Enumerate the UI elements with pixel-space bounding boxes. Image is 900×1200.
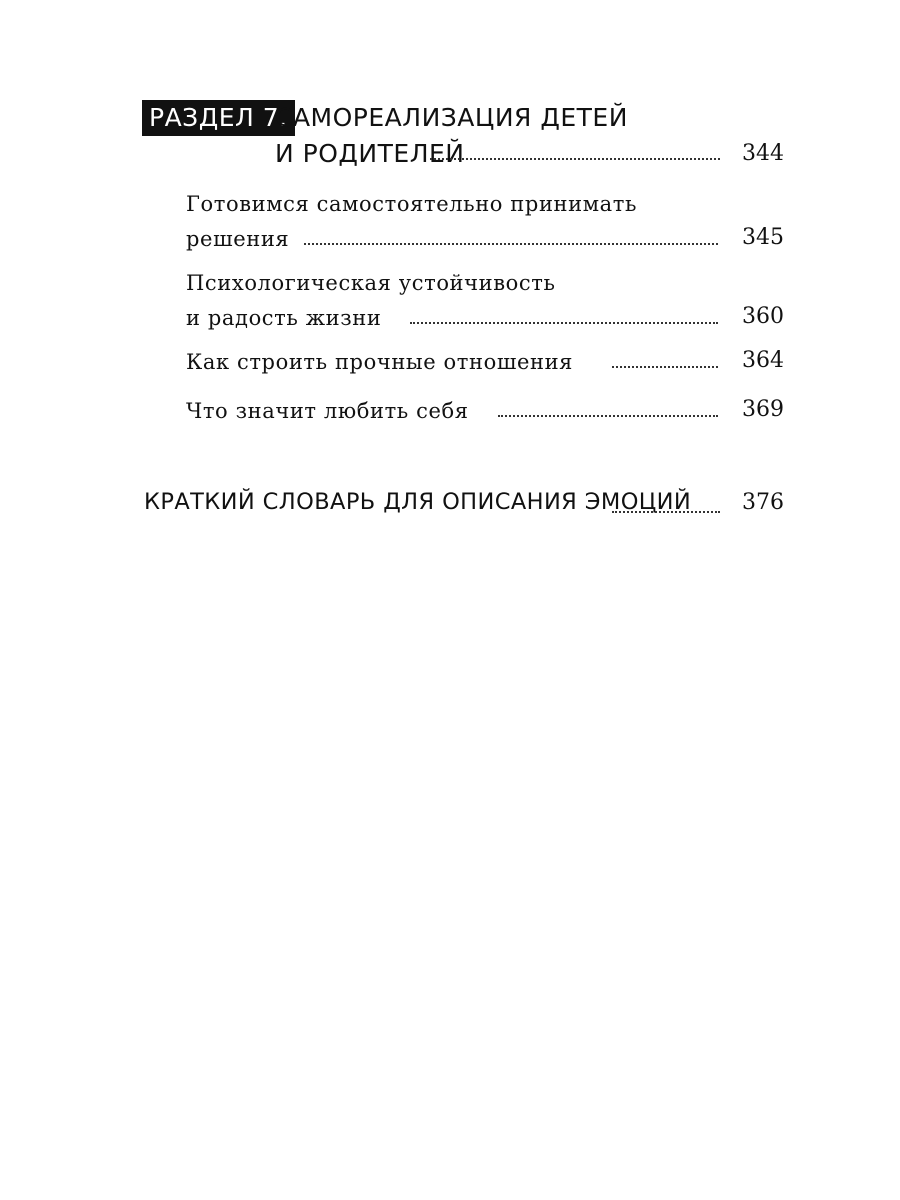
toc-entry-2-line1: Психологическая устойчивость bbox=[186, 271, 556, 295]
dot-leader bbox=[498, 415, 718, 417]
toc-entry-3-page: 364 bbox=[742, 348, 784, 373]
section-title-line1: САМОРЕАЛИЗАЦИЯ ДЕТЕЙ bbox=[275, 103, 628, 132]
toc-entry-1-page: 345 bbox=[742, 225, 784, 250]
appendix-title: КРАТКИЙ СЛОВАРЬ ДЛЯ ОПИСАНИЯ ЭМОЦИЙ bbox=[144, 489, 692, 515]
section-badge: РАЗДЕЛ 7. bbox=[142, 100, 295, 136]
dot-leader bbox=[410, 322, 718, 324]
toc-entry-2-line2: и радость жизни bbox=[186, 306, 382, 330]
toc-entry-2-page: 360 bbox=[742, 304, 784, 329]
toc-entry-1-line2: решения bbox=[186, 227, 290, 251]
dot-leader bbox=[612, 366, 718, 368]
toc-entry-3-line1: Как строить прочные отношения bbox=[186, 350, 574, 374]
toc-entry-4-line1: Что значит любить себя bbox=[186, 399, 469, 423]
section-page-number: 344 bbox=[742, 141, 784, 166]
dot-leader bbox=[430, 158, 720, 160]
dot-leader bbox=[612, 511, 720, 513]
appendix-page-number: 376 bbox=[742, 490, 784, 515]
toc-entry-4-page: 369 bbox=[742, 397, 784, 422]
section-title-line2: И РОДИТЕЛЕЙ bbox=[275, 139, 465, 168]
toc-entry-1-line1: Готовимся самостоятельно принимать bbox=[186, 192, 638, 216]
dot-leader bbox=[304, 243, 718, 245]
